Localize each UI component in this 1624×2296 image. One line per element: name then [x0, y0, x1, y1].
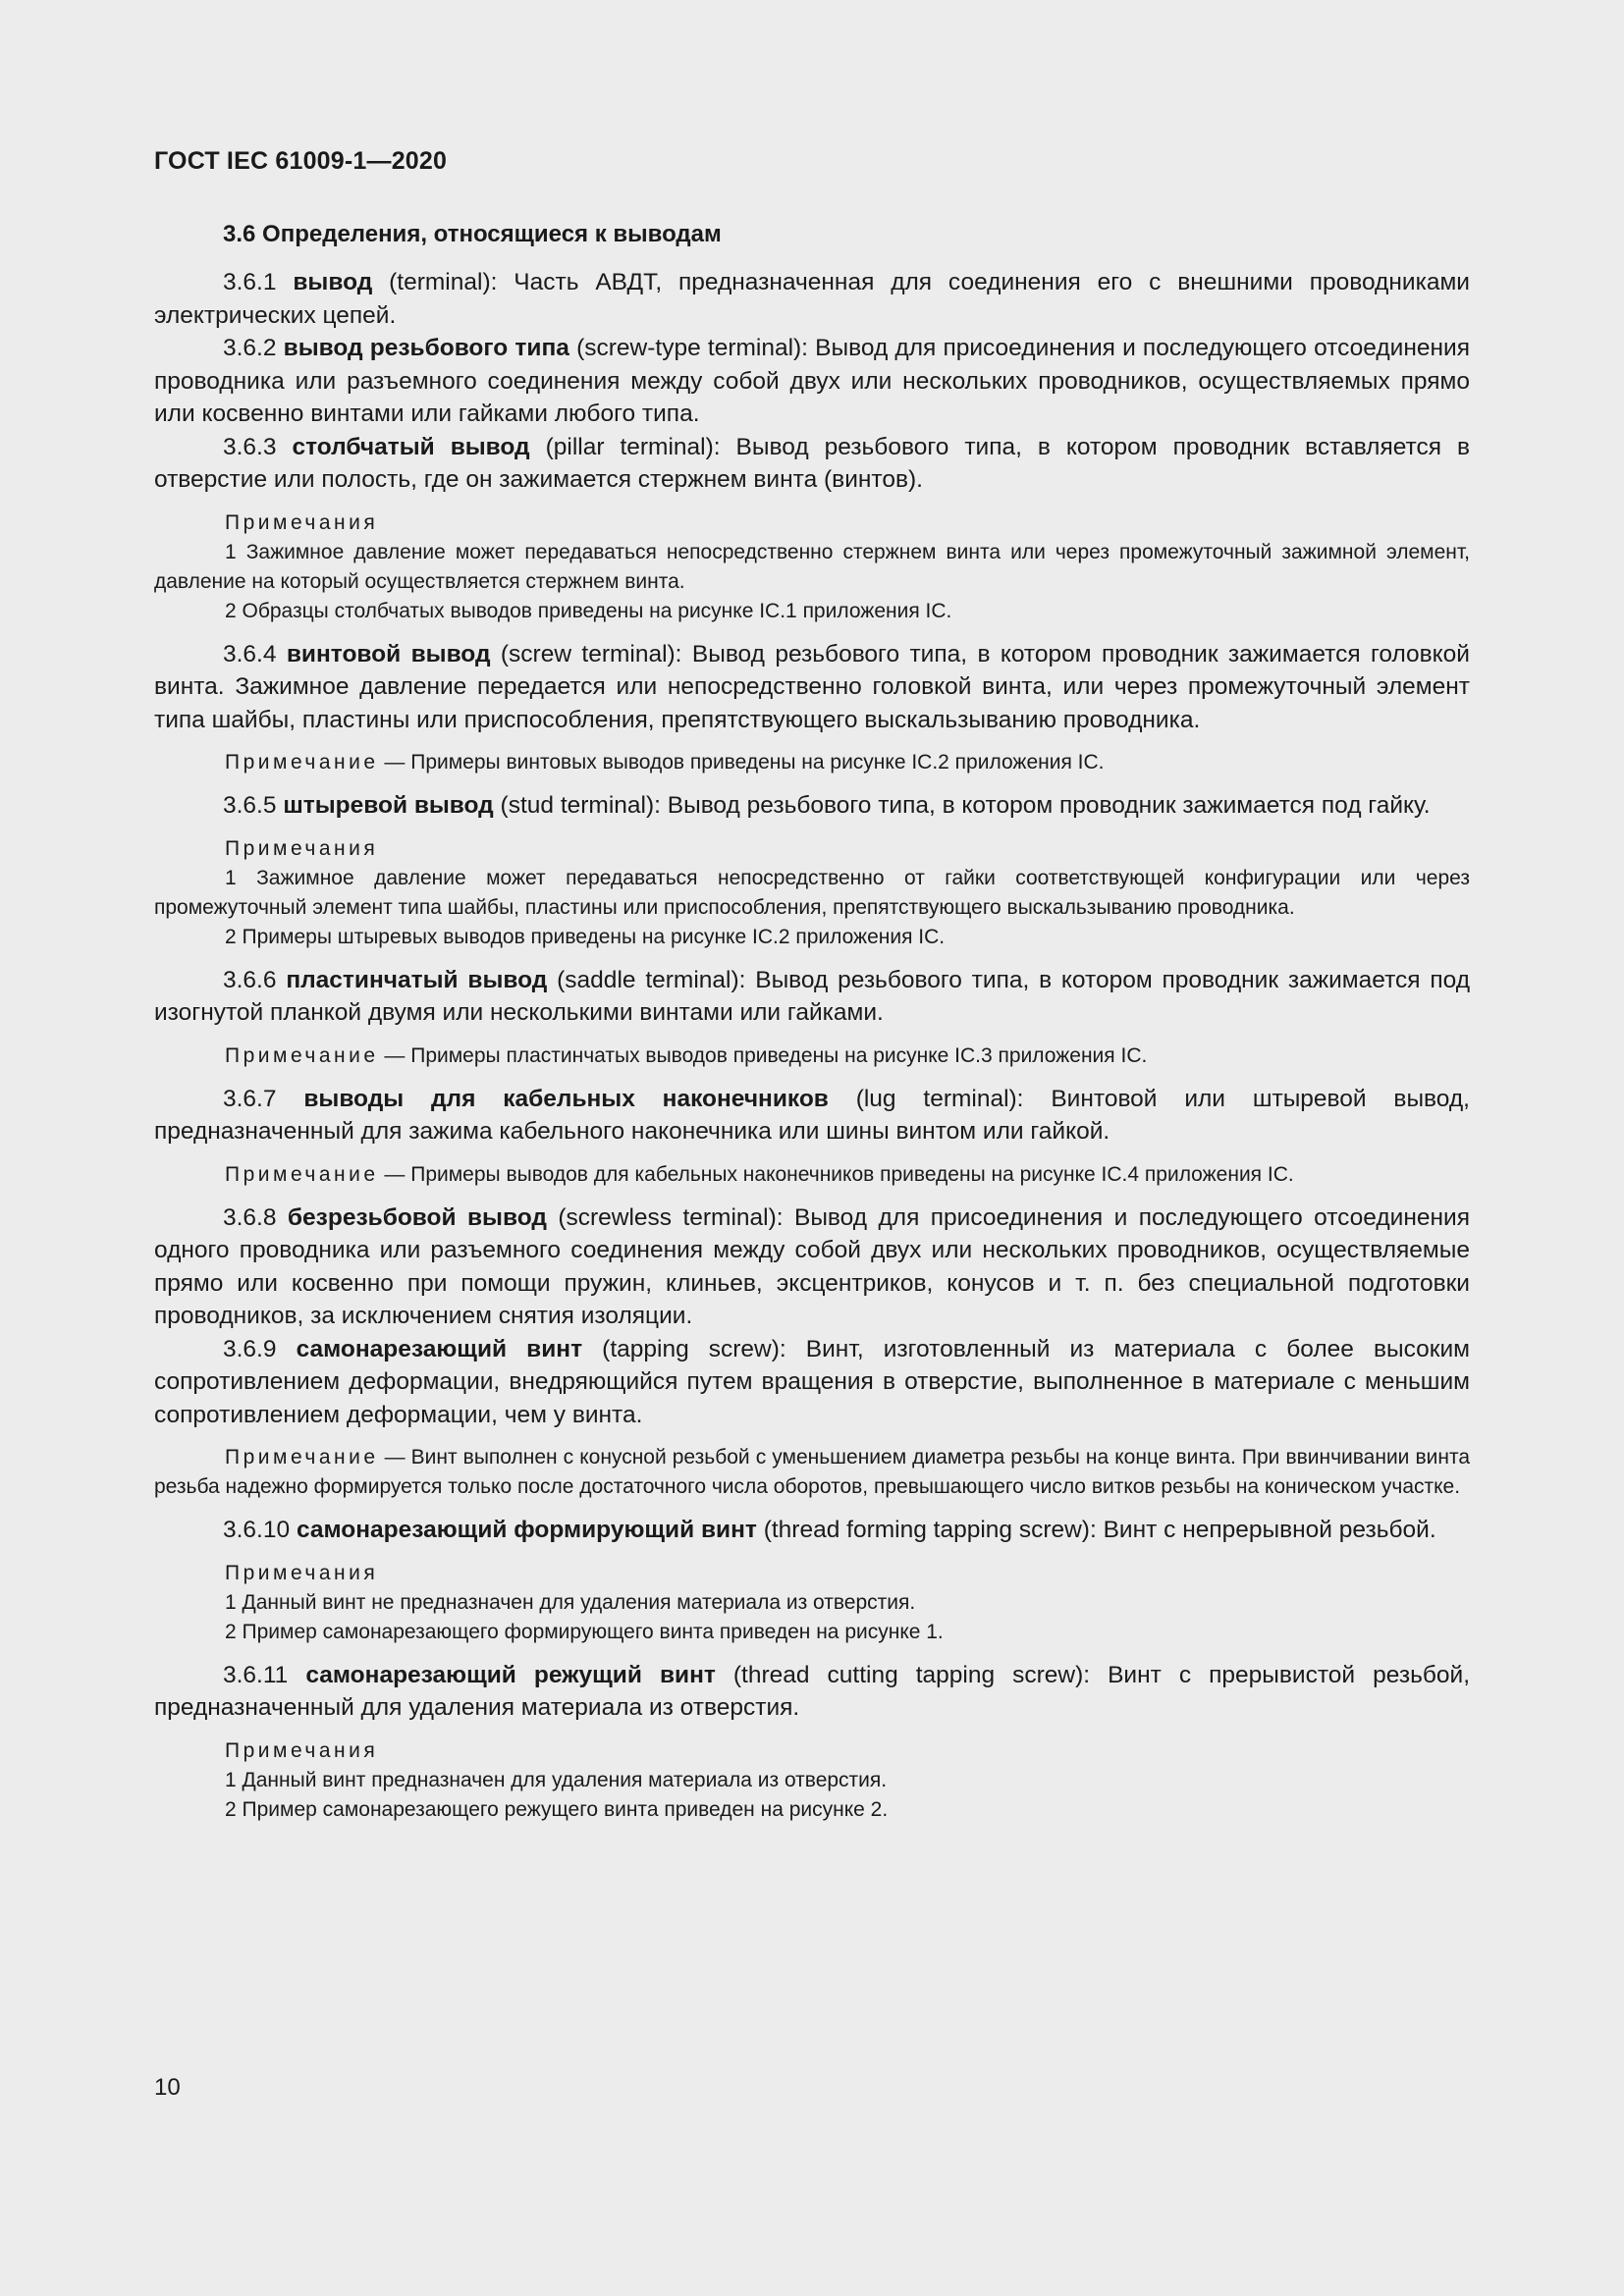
notes-heading: Примечания [225, 1738, 379, 1762]
term-name: самонарезающий винт [296, 1335, 583, 1362]
term-name: самонарезающий режущий винт [305, 1661, 716, 1688]
term-3-6-10: 3.6.10 самонарезающий формирующий винт (thread forming tapping screw): Винт с непрерывной резьбой. [223, 1517, 1436, 1543]
term-name: вывод резьбового типа [283, 335, 569, 361]
term-3-6-6: 3.6.6 пластинчатый вывод (saddle terminal): Вывод резьбового типа, в котором проводник зажимается под изогнутой планкой двумя или несколькими винтами или гайками. [154, 966, 1470, 1026]
term-3-6-9: 3.6.9 самонарезающий винт (tapping screw): Винт, изготовленный из материала с более высоким сопротивлением деформации, внедряющийся путем вращения в отверстие, выполненное в материале с меньшим сопротивлением деформации, чем у винта. [154, 1335, 1470, 1428]
page-content [154, 221, 1470, 1825]
notes-heading: Примечания [225, 836, 379, 860]
note-item: 2 Образцы столбчатых выводов приведены на рисунке IC.1 приложения IC. [225, 599, 952, 622]
term-name: безрезьбовой вывод [287, 1203, 547, 1231]
note-item: 2 Пример самонарезающего режущего винта приведен на рисунке 2. [225, 1797, 889, 1821]
term-name: винтовой вывод [286, 640, 491, 667]
standard-header: ГОСТ IEC 61009-1—2020 [154, 147, 448, 175]
term-name: выводы для кабельных наконечников [303, 1085, 829, 1112]
term-3-6-7: 3.6.7 выводы для кабельных наконечников (lug terminal): Винтовой или штыревой вывод, предназначенный для зажима кабельного наконечника или шины винтом или гайкой. [154, 1085, 1470, 1145]
note-single: Примечание — Винт выполнен с конусной резьбой с уменьшением диаметра резьбы на конце винта. При ввинчивании винта резьба надежно формируется только после достаточного числа оборотов, превышающего число витков резьбы на коническом участке. [154, 1446, 1471, 1498]
term-3-6-2: 3.6.2 вывод резьбового типа (screw-type terminal): Вывод для присоединения и последующего отсоединения проводника или разъемного соединения между собой двух или нескольких проводников, осуществляемых прямо или косвенно винтами или гайками любого типа. [154, 335, 1470, 427]
term-3-6-4: 3.6.4 винтовой вывод (screw terminal): Вывод резьбового типа, в котором проводник зажимается головкой винта. Зажимное давление передается или непосредственно головкой винта, или через промежуточный элемент типа шайбы, пластины или приспособления, препятствующего выскальзыванию проводника. [154, 640, 1470, 733]
note-single: Примечание — Примеры пластинчатых выводов приведены на рисунке IC.3 приложения IC. [225, 1043, 1148, 1067]
note-item: 1 Зажимное давление может передаваться непосредственно от гайки соответствующей конфигурации или через промежуточный элемент типа шайбы, пластины или приспособления, препятствующего выскальзыванию проводника. [154, 866, 1470, 919]
note-item: 1 Зажимное давление может передаваться непосредственно стержнем винта или через промежуточный зажимной элемент, давление на который осуществляется стержнем винта. [154, 540, 1470, 593]
term-3-6-3: 3.6.3 столбчатый вывод (pillar terminal): Вывод резьбового типа, в котором проводник вставляется в отверстие или полость, где он зажимается стержнем винта (винтов). [154, 433, 1470, 493]
term-name: штыревой вывод [283, 792, 494, 819]
term-name: столбчатый вывод [292, 433, 530, 460]
note-item: 1 Данный винт не предназначен для удаления материала из отверстия. [225, 1590, 916, 1614]
term-name: пластинчатый вывод [286, 966, 548, 993]
term-3-6-11: 3.6.11 самонарезающий режущий винт (thread cutting tapping screw): Винт с прерывистой резьбой, предназначенный для удаления материала из отверстия. [154, 1661, 1470, 1721]
term-name: самонарезающий формирующий винт [296, 1517, 757, 1543]
term-3-6-5: 3.6.5 штыревой вывод (stud terminal): Вывод резьбового типа, в котором проводник зажимается под гайку. [223, 792, 1431, 819]
term-name: вывод [293, 269, 373, 295]
term-3-6-1: 3.6.1 вывод (terminal): Часть АВДТ, предназначенная для соединения его с внешними проводниками электрических цепей. [154, 269, 1470, 329]
note-item: 2 Примеры штыревых выводов приведены на рисунке IC.2 приложения IC. [225, 925, 946, 948]
notes-heading: Примечания [225, 510, 379, 534]
page-number: 10 [154, 2074, 181, 2101]
note-item: 1 Данный винт предназначен для удаления материала из отверстия. [225, 1768, 888, 1791]
term-3-6-8: 3.6.8 безрезьбовой вывод (screwless terminal): Вывод для присоединения и последующего отсоединения одного проводника или разъемного соединения между собой двух или нескольких проводников, осуществляемые прямо или косвенно при помощи пружин, клиньев, эксцентриков, конусов и т. п. без специальной подготовки проводников, за исключением снятия изоляции. [154, 1203, 1471, 1329]
note-item: 2 Пример самонарезающего формирующего винта приведен на рисунке 1. [225, 1620, 944, 1643]
note-single: Примечание — Примеры выводов для кабельных наконечников приведены на рисунке IC.4 приложения IC. [225, 1162, 1294, 1186]
section-title: 3.6 Определения, относящиеся к выводам [223, 221, 722, 247]
notes-heading: Примечания [225, 1561, 379, 1584]
note-single: Примечание — Примеры винтовых выводов приведены на рисунке IC.2 приложения IC. [225, 751, 1105, 774]
